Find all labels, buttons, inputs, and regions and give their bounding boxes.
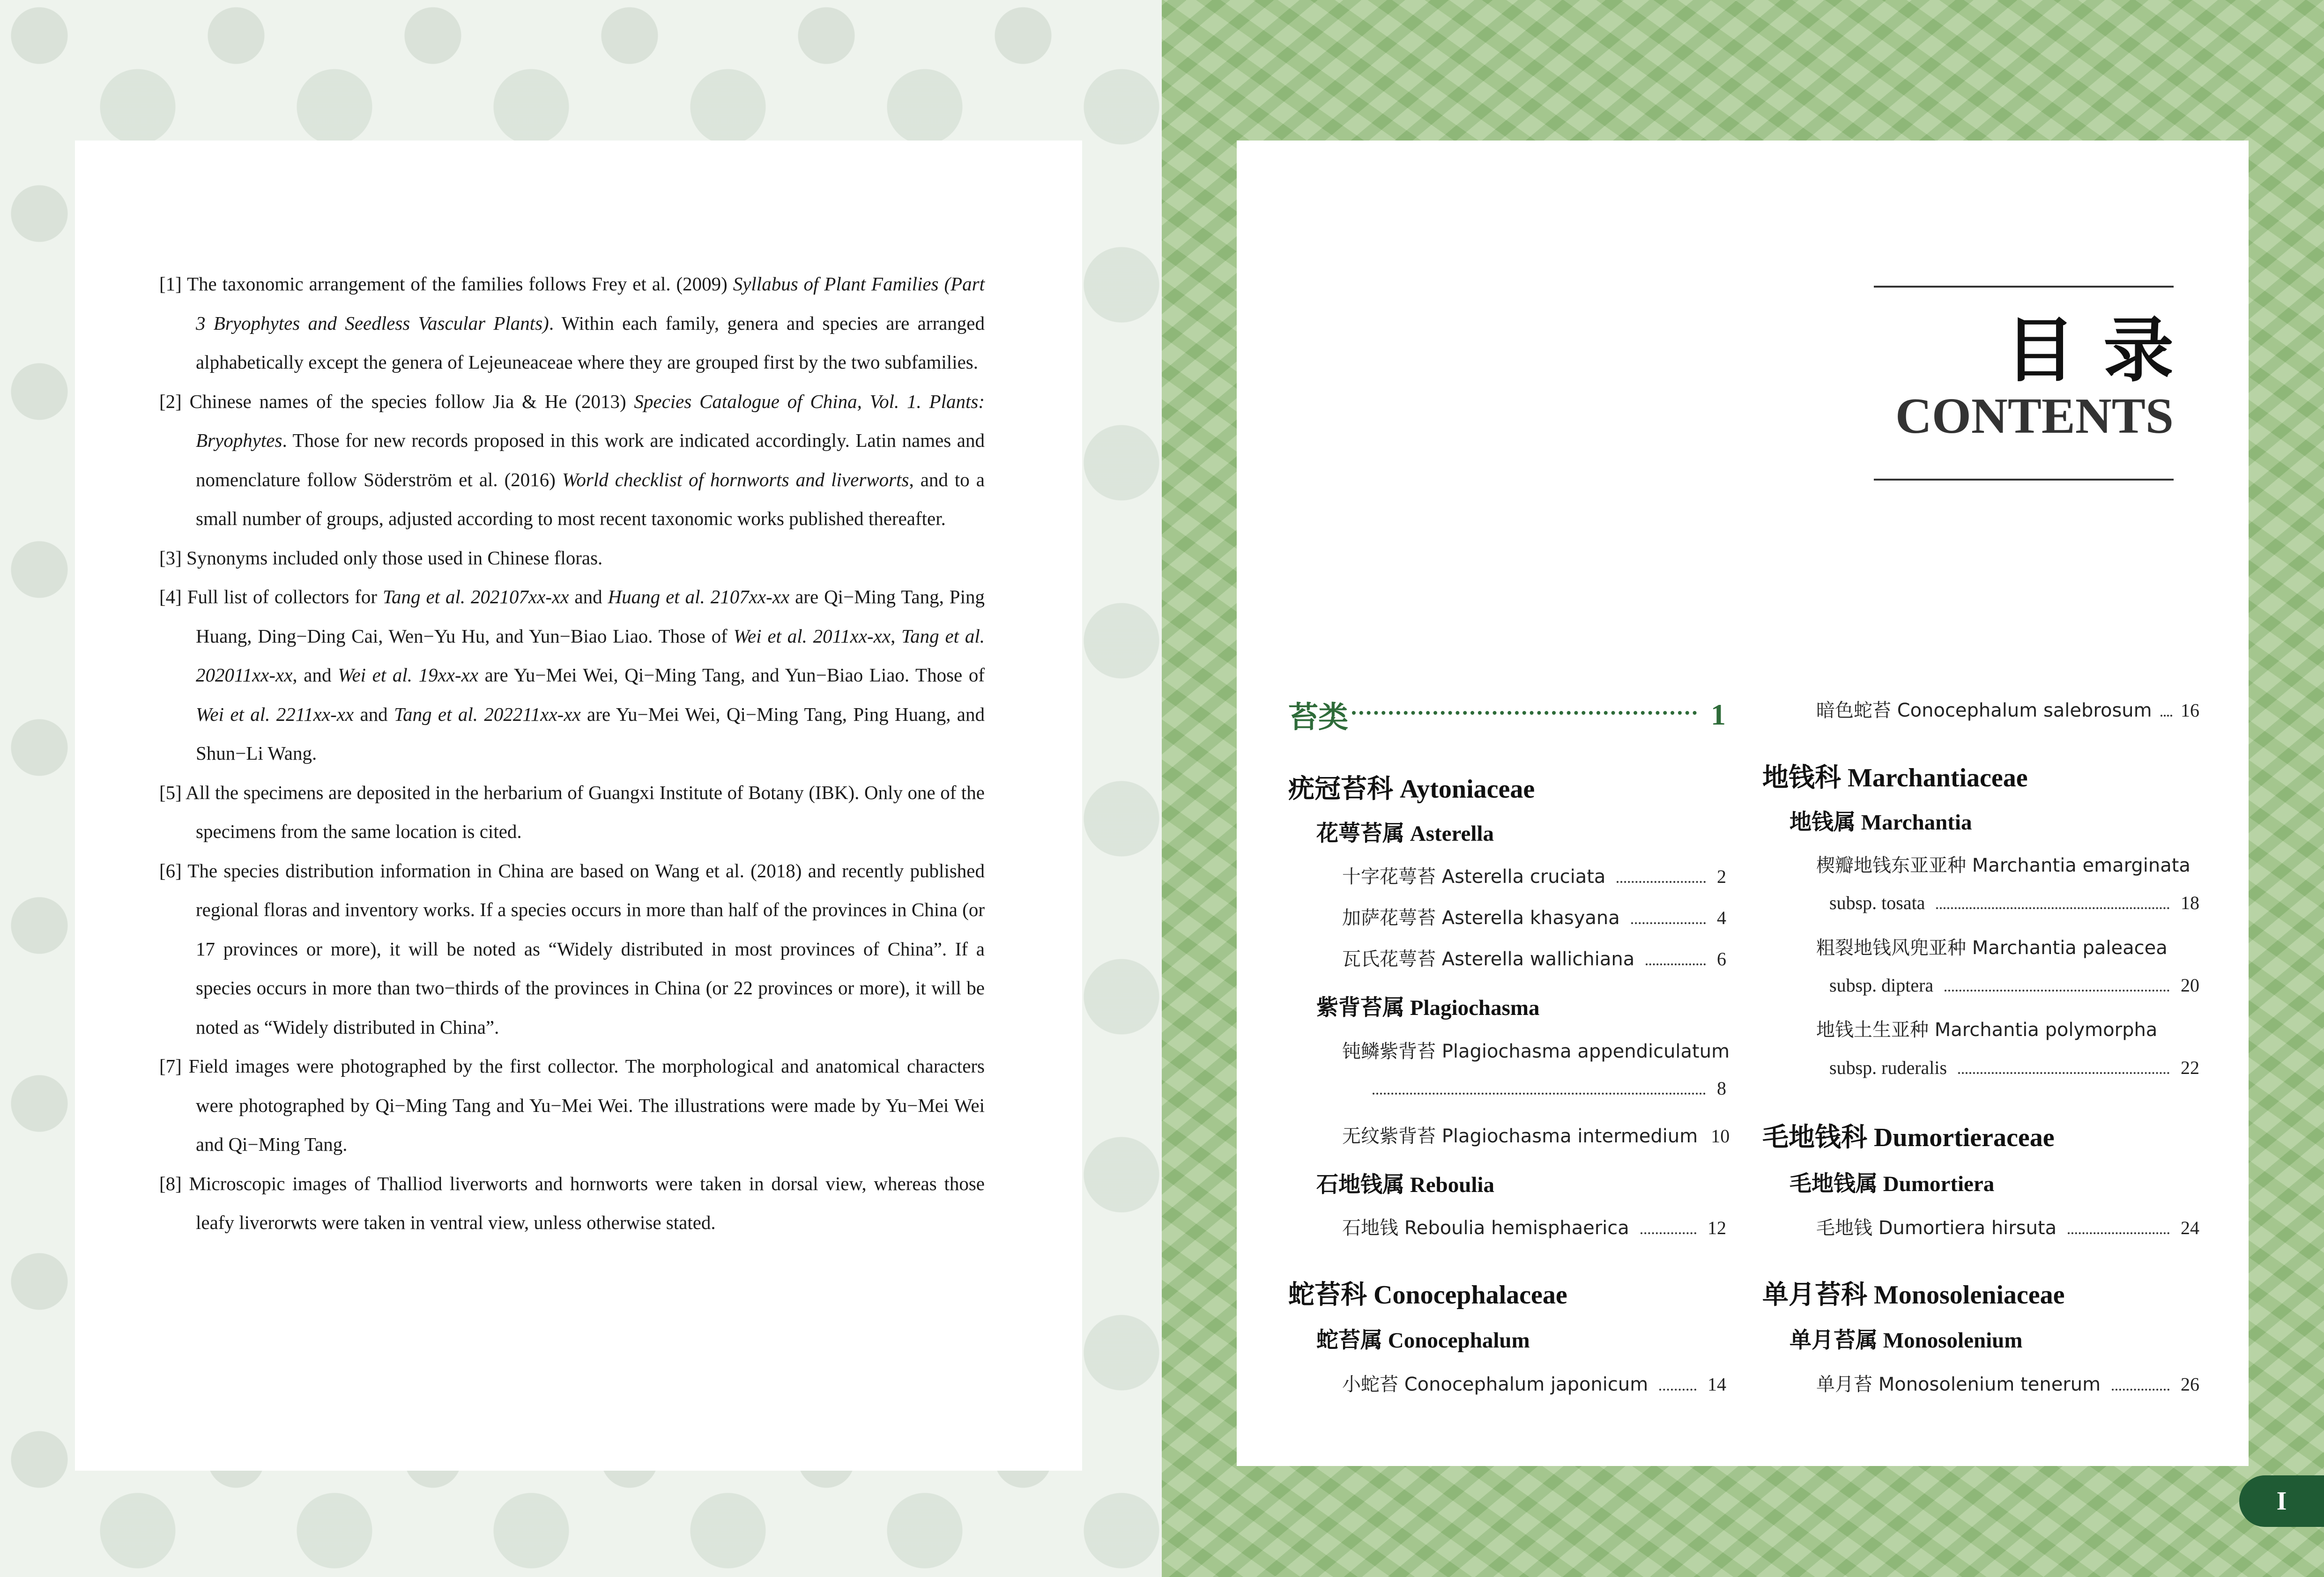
- genus-cn: 地钱属: [1789, 809, 1856, 835]
- species-name: 加萨花萼苔 Asterella khasyana: [1342, 907, 1620, 929]
- toc-category-liverworts[interactable]: [1288, 691, 1726, 738]
- category-page: 1: [1711, 698, 1726, 731]
- family-latin: Conocephalaceae: [1374, 1281, 1567, 1310]
- toc-family-dumortieraceae[interactable]: [1762, 1117, 2055, 1154]
- page-number-tab: I: [2239, 1475, 2324, 1527]
- notes-list: [159, 265, 985, 1243]
- contents-title-en: CONTENTS: [1895, 388, 2174, 444]
- species-page: 4: [1717, 907, 1726, 928]
- leader-dots: [1641, 1232, 1696, 1234]
- toc-family-conocephalaceae[interactable]: [1288, 1274, 1567, 1311]
- toc-family-aytoniaceae[interactable]: [1288, 768, 1535, 806]
- toc-species-marchantia-paleacea[interactable]: [1816, 933, 2199, 960]
- genus-cn: 紫背苔属: [1316, 995, 1404, 1021]
- species-name: 单月苔 Monosolenium tenerum: [1816, 1374, 2101, 1395]
- toc-species-asterella-wallichiana[interactable]: [1342, 944, 1726, 971]
- genus-latin: Monosolenium: [1883, 1328, 2023, 1353]
- species-subsp: subsp. tosata: [1829, 892, 1925, 913]
- genus-latin: Plagiochasma: [1410, 996, 1540, 1020]
- species-subsp: subsp. diptera: [1829, 975, 1934, 996]
- family-cn: 地钱科: [1762, 763, 1841, 793]
- note-item: [1] The taxonomic arrangement of the families follows Frey et al. (2009) Syllabus of Plant Families (Part 3 Bryophytes and Seedless Vascular Plants). Within each family, genera and species are arranged alphabetically except the genera of Lejeuneaceae where they are grouped first by the two subfamilies.: [159, 273, 985, 373]
- genus-cn: 毛地钱属: [1789, 1171, 1878, 1197]
- species-page: 26: [2181, 1374, 2199, 1395]
- family-cn: 毛地钱科: [1762, 1122, 1867, 1153]
- genus-cn: 单月苔属: [1789, 1327, 1878, 1353]
- toc-species-conocephalum-salebrosum[interactable]: [1816, 696, 2199, 722]
- toc-genus-reboulia[interactable]: [1316, 1167, 1494, 1199]
- toc-family-marchantiaceae[interactable]: [1762, 757, 2028, 794]
- leader-dots: [1958, 1072, 2169, 1074]
- species-name: 暗色蛇苔 Conocephalum salebrosum: [1816, 700, 2152, 721]
- contents-heading: [1874, 286, 2202, 481]
- species-name: 毛地钱 Dumortiera hirsuta: [1816, 1217, 2057, 1239]
- toc-genus-plagiochasma[interactable]: [1316, 990, 1540, 1022]
- leader-dots: [2161, 715, 2172, 717]
- genus-latin: Marchantia: [1861, 810, 1972, 835]
- toc-species-marchantia-paleacea-sub[interactable]: [1829, 974, 2199, 996]
- toc-species-marchantia-emarginata-sub[interactable]: [1829, 892, 2199, 914]
- note-item: [5] All the specimens are deposited in the herbarium of Guangxi Institute of Botany (IBK). Only one of the specimens from the same location is cited.: [159, 781, 985, 842]
- genus-cn: 花萼苔属: [1316, 821, 1404, 846]
- species-name: 石地钱 Reboulia hemisphaerica: [1342, 1217, 1629, 1239]
- species-page: 18: [2181, 892, 2199, 913]
- toc-species-plagiochasma-appendiculatum-page[interactable]: [1373, 1077, 1726, 1099]
- genus-latin: Conocephalum: [1388, 1328, 1530, 1353]
- species-name: 粗裂地钱风兜亚种 Marchantia paleacea: [1816, 937, 2168, 959]
- toc-species-marchantia-emarginata[interactable]: [1816, 851, 2199, 877]
- category-label: 苔类: [1288, 700, 1348, 735]
- leader-dots: [1373, 1093, 1706, 1095]
- toc-species-monosolenium-tenerum[interactable]: [1816, 1370, 2199, 1396]
- family-cn: 蛇苔科: [1288, 1280, 1367, 1310]
- family-cn: 疣冠苔科: [1288, 774, 1393, 804]
- family-latin: Aytoniaceae: [1400, 775, 1535, 804]
- species-name: 十字花萼苔 Asterella cruciata: [1342, 866, 1606, 888]
- genus-cn: 石地钱属: [1316, 1172, 1404, 1198]
- species-name: 瓦氏花萼苔 Asterella wallichiana: [1342, 948, 1635, 970]
- species-page: 10: [1711, 1125, 1730, 1147]
- note-item: [8] Microscopic images of Thalliod liverworts and hornworts were taken in dorsal view, whereas those leafy liverorwts were taken in ventral view, unless otherwise stated.: [159, 1172, 985, 1233]
- leader-dots: [1617, 881, 1706, 883]
- leader-dots: [1936, 907, 2169, 909]
- species-name: 楔瓣地钱东亚亚种 Marchantia emarginata: [1816, 855, 2190, 876]
- leader-dots: [2068, 1232, 2169, 1234]
- leader-dots: [1646, 963, 1706, 965]
- species-page: 20: [2181, 975, 2199, 996]
- genus-latin: Reboulia: [1410, 1173, 1494, 1197]
- species-name: 地钱土生亚种 Marchantia polymorpha: [1816, 1019, 2158, 1041]
- species-page: 14: [1708, 1374, 1726, 1395]
- toc-genus-monosolenium[interactable]: [1789, 1323, 2022, 1354]
- note-item: [7] Field images were photographed by the first collector. The morphological and anatomical characters were photographed by Qi−Ming Tang and Yu−Mei Wei. The illustrations were made by Yu−Mei Wei and Qi−Ming Tang.: [159, 1055, 985, 1155]
- species-subsp: subsp. ruderalis: [1829, 1057, 1947, 1078]
- toc-species-reboulia-hemisphaerica[interactable]: [1342, 1213, 1726, 1240]
- note-item: [4] Full list of collectors for Tang et al. 202107xx-xx and Huang et al. 2107xx-xx are Qi−Ming Tang, Ping Huang, Ding−Ding Cai, Wen−Yu Hu, and Yun−Biao Liao. Those of Wei et al. 2011xx-xx, Tang et al. 202011xx-xx, and Wei et al. 19xx-xx are Yu−Mei Wei, Qi−Ming Tang, and Yun−Biao Liao. Those of Wei et al. 2211xx-xx and Tang et al. 202211xx-xx are Yu−Mei Wei, Qi−Ming Tang, Ping Huang, and Shun−Li Wang.: [159, 586, 985, 764]
- note-item: [2] Chinese names of the species follow Jia & He (2013) Species Catalogue of China, Vol. 1. Plants: Bryophytes. Those for new records proposed in this work are indicated accordingly. Latin names and nomenclature follow Söderström et al. (2016) World checklist of hornworts and liverworts, and to a small number of groups, adjusted according to most recent taxonomic works published thereafter.: [159, 390, 985, 529]
- family-latin: Marchantiaceae: [1848, 763, 2028, 792]
- species-page: 22: [2181, 1057, 2199, 1078]
- contents-title-cn: 目录: [2005, 310, 2202, 392]
- genus-latin: Dumortiera: [1883, 1172, 1995, 1196]
- toc-species-asterella-khasyana[interactable]: [1342, 903, 1726, 930]
- toc-species-plagiochasma-appendiculatum[interactable]: [1342, 1037, 1730, 1063]
- species-page: 6: [1717, 948, 1726, 970]
- species-name: 钝鳞紫背苔 Plagiochasma appendiculatum: [1342, 1041, 1730, 1062]
- genus-cn: 蛇苔属: [1316, 1327, 1382, 1353]
- leader-dots: [1352, 711, 1697, 715]
- species-page: 16: [2181, 700, 2199, 721]
- note-item: [6] The species distribution information in China are based on Wang et al. (2018) and recently published regional floras and inventory works. If a species occurs in more than half of the provinces in China (or 17 provinces or more), it will be noted as “Widely distributed in most provinces of China”. If a species occurs in more than two−thirds of the provinces in China (or 22 provinces or more), it will be noted as “Widely distributed in China”.: [159, 859, 985, 1038]
- toc-genus-marchantia[interactable]: [1789, 805, 1972, 836]
- toc-family-monosoleniaceae[interactable]: [1762, 1274, 2064, 1311]
- leader-dots: [1659, 1389, 1696, 1391]
- toc-species-marchantia-polymorpha[interactable]: [1816, 1015, 2199, 1042]
- species-name: 无纹紫背苔 Plagiochasma intermedium: [1342, 1125, 1698, 1147]
- species-page: 12: [1708, 1217, 1726, 1238]
- toc-species-dumortiera-hirsuta[interactable]: [1816, 1213, 2199, 1240]
- toc-species-asterella-cruciata[interactable]: [1342, 862, 1726, 888]
- toc-genus-asterella[interactable]: [1316, 816, 1494, 847]
- toc-genus-dumortiera[interactable]: [1789, 1166, 1994, 1198]
- toc-species-conocephalum-japonicum[interactable]: [1342, 1370, 1726, 1396]
- note-item: [3] Synonyms included only those used in Chinese floras.: [159, 547, 603, 569]
- species-page: 2: [1717, 866, 1726, 887]
- genus-latin: Asterella: [1410, 822, 1494, 846]
- leader-dots: [1945, 990, 2169, 992]
- family-cn: 单月苔科: [1762, 1280, 1867, 1310]
- toc-species-marchantia-polymorpha-sub[interactable]: [1829, 1057, 2199, 1079]
- family-latin: Monosoleniaceae: [1874, 1281, 2065, 1310]
- toc-species-plagiochasma-intermedium[interactable]: [1342, 1121, 1730, 1148]
- species-name: 小蛇苔 Conocephalum japonicum: [1342, 1374, 1648, 1395]
- leader-dots: [1631, 922, 1706, 924]
- family-latin: Dumortieraceae: [1874, 1123, 2055, 1152]
- leader-dots: [2112, 1389, 2169, 1391]
- species-page: 8: [1717, 1078, 1726, 1099]
- species-page: 24: [2181, 1217, 2199, 1238]
- toc-genus-conocephalum[interactable]: [1316, 1323, 1530, 1354]
